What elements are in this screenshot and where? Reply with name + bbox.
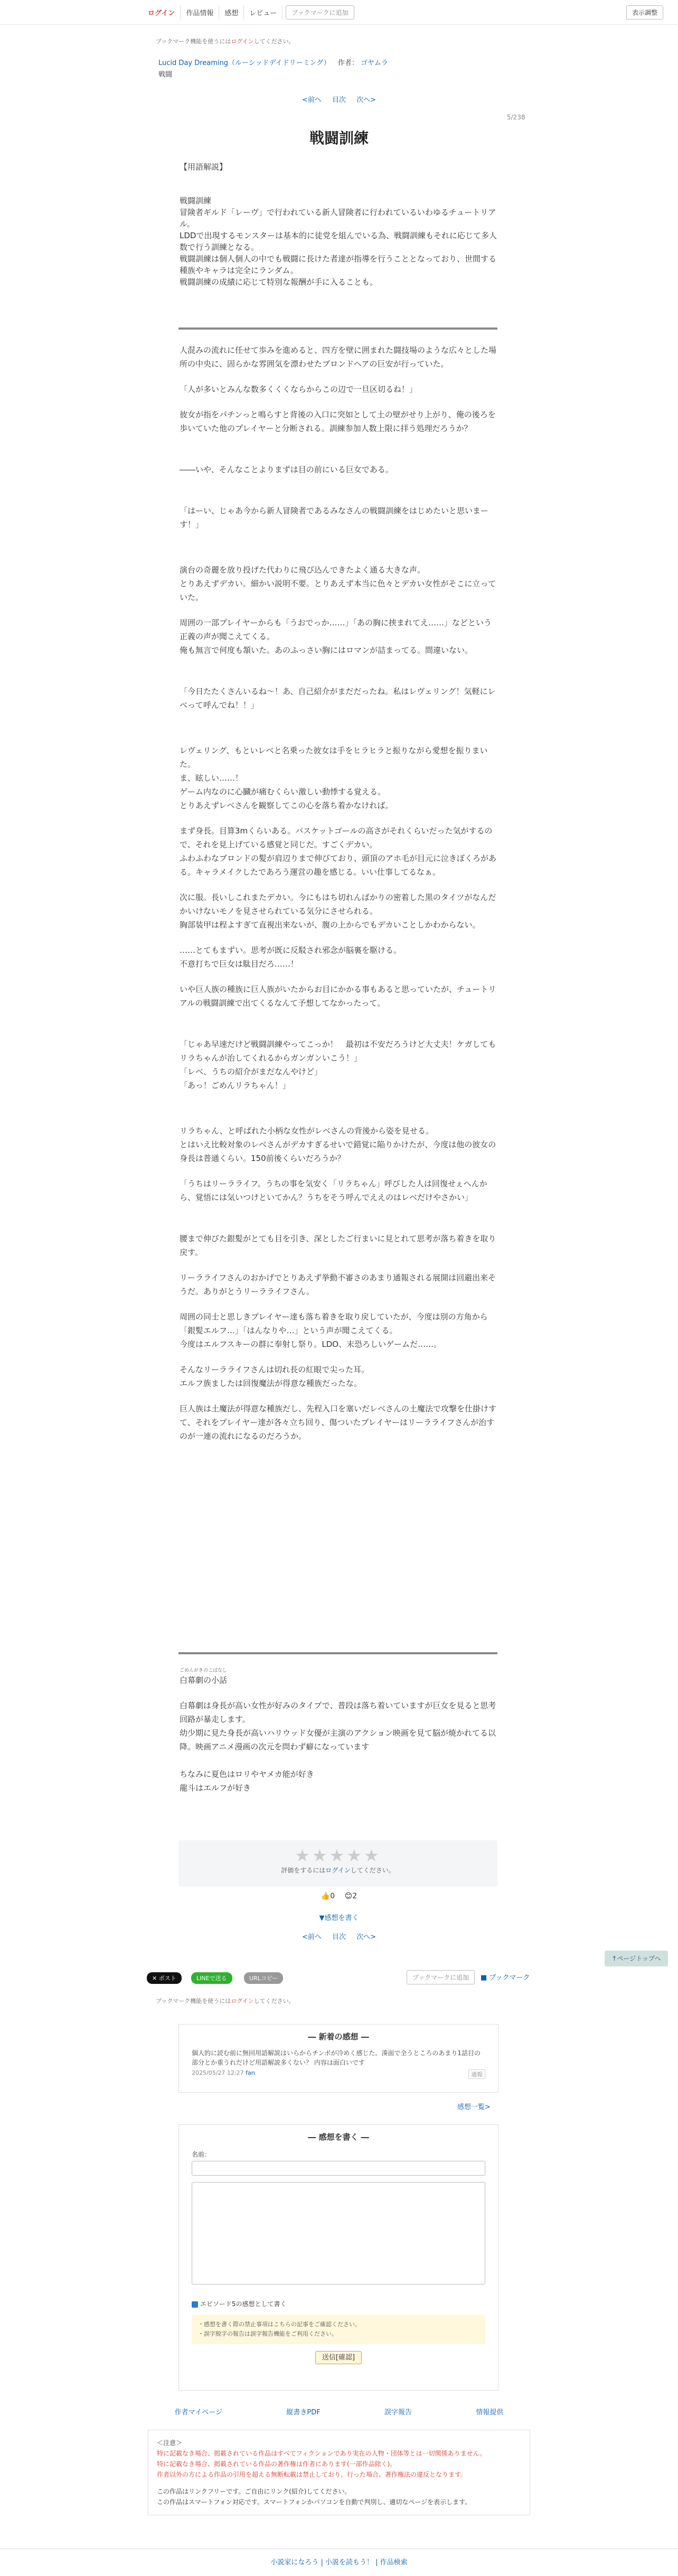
impression-form-title-text: 感想を書く bbox=[318, 2132, 359, 2142]
notices-box bbox=[148, 2430, 530, 2515]
bookmark-add-bottom[interactable]: ブックマークに追加 bbox=[407, 1970, 475, 1984]
pager-next-top[interactable]: 次へ> bbox=[356, 96, 376, 104]
afterword-line: ちなみに夏色はロリやヤメカ能が好き bbox=[180, 1769, 314, 1779]
afterword-ruby: ごめんがきのこばなし bbox=[180, 1668, 228, 1673]
display-settings-button[interactable]: 表示調整 bbox=[626, 5, 663, 20]
body-paragraph: 「はーい、じゃあ今から新人冒険者であるみなさんの戦闘訓練をはじめたいと思いまーす！」 bbox=[180, 506, 489, 529]
notice-line: この作品はリンクフリーです。ご自由にリンク(紹介)してください。 bbox=[157, 2488, 351, 2495]
impression-notes bbox=[192, 2315, 485, 2344]
bottom-bar: 小説家になろう | 小説を読もう！ | 作品検索 bbox=[0, 2549, 678, 2576]
preface-line: LDDで出現するモンスターは基本的に徒党を組んでいる為、戦闘訓練もそれに応じて多人数で行う訓練となる。 bbox=[180, 231, 497, 252]
impression-textarea[interactable] bbox=[192, 2182, 485, 2284]
rating-stars[interactable]: ★★★★★ bbox=[295, 1846, 381, 1866]
body-paragraph: 彼女が指をパチンっと鳴らすと背後の入口に突如として土の壁がせり上がり、俺の後ろを歩いていた他のプレイヤーと分断される。訓練参加人数上限に拝う処理だろうか？ bbox=[180, 410, 496, 433]
impression-form-card bbox=[178, 2124, 498, 2391]
body-paragraph: 「人が多いとみんな数多くくくならからこの辺で一旦区切るね！」 bbox=[180, 385, 418, 394]
new-impression-meta bbox=[192, 2069, 485, 2076]
name-label: 名前： bbox=[192, 2151, 211, 2158]
afterword-spacer bbox=[180, 1754, 497, 1767]
body-paragraph: そんなリーラライフさんは切れ長の紅眼で尖った耳。 エルフ族ましたは回復魔法が得意な種族だったな。 bbox=[180, 1365, 370, 1388]
footer-link-author-page[interactable]: 作者マイページ bbox=[174, 2409, 223, 2416]
evaluation-note-text: 評価をするには bbox=[281, 1867, 326, 1874]
bookmark-icon: ■ bbox=[481, 1974, 487, 1982]
body-paragraph: 腰まで伸びた銀髪がとても目を引き、深としたご行まいに見とれて思考が落ち着きを取り戻す。 bbox=[180, 1234, 496, 1257]
body-paragraph: リーラライフさんのおかげでとりあえず挙動不審さのあまり通報される展開は回避出来そうだ。ありがとうリーラライフさん。 bbox=[180, 1273, 496, 1296]
evaluation-note bbox=[178, 1866, 497, 1875]
bottom-link-narou[interactable]: 小説家になろう bbox=[270, 2559, 319, 2566]
pager-top bbox=[0, 94, 678, 104]
new-impressions-card bbox=[178, 2024, 498, 2093]
work-title-link[interactable]: Lucid Day Dreaming（ルーシッドデイドリーミング） bbox=[158, 59, 331, 67]
author-label: 作者： bbox=[337, 59, 359, 67]
share-post-button[interactable]: ✕ ポスト bbox=[147, 1972, 182, 1984]
body-paragraph: 「今日たたくさんいるね～！あ、自己紹介がまだだったね。私はレヴェリング！気軽にレベって呼んでね！！」 bbox=[180, 687, 496, 710]
preface-line: 戦闘訓練 bbox=[180, 196, 212, 205]
nav-works[interactable]: 作品情報 bbox=[181, 5, 219, 20]
afterword-line: 幼少期に見た身長が高いハリウッド女優が主演のアクション映画を見て脳が焼かれてる以降。映画アニメ漫画の次元を問わず癖になっています bbox=[180, 1728, 496, 1751]
body-paragraph: 巨人族は土魔法が得意な種族だし、先程入口を塞いだレベさんの土魔法で攻撃を仕掛けすて、それをプレイヤー達が各々立ち回り、傷ついたプレイヤーはリーラライフさんが治すのが一連の流れになるのだろうか。 bbox=[180, 1404, 497, 1441]
bookmark-bottom-link[interactable] bbox=[481, 1972, 530, 1982]
body-paragraph: まず身長。目算3mくらいある。バスケットゴールの高さがそれくらいだった気がするので、それを見上げている感覚と同じだ。すごくデカい。 ふわふわなブロンドの髪が肩辺りまで伸びており、頭頂のアホ毛が目元に泣きぼくろがある。キャラメイクしたであろう運営の趣を感じる。いい仕事してるなぁ。 bbox=[180, 826, 497, 877]
body-paragraph: ……とてもまずい。思考が既に反駁され邪念が脳裏を駆ける。 不意打ちで巨女は駄目だろ……！ bbox=[180, 945, 402, 969]
footer-link-info[interactable]: 情報提供 bbox=[476, 2409, 504, 2416]
bottom-link-search[interactable]: 作品検索 bbox=[380, 2559, 408, 2566]
pager-index-bottom[interactable]: 目次 bbox=[332, 1933, 346, 1941]
afterword-line: 龍斗はエルフが好き bbox=[180, 1783, 251, 1793]
bookmark-add-button[interactable]: ブックマークに追加 bbox=[286, 5, 354, 20]
top-bar bbox=[0, 0, 678, 25]
body-text bbox=[180, 343, 497, 1443]
preface-line: 戦闘訓練の成績に応じて特別な報酬が手に入ることも。 bbox=[180, 277, 378, 287]
submit-row bbox=[179, 2352, 498, 2362]
impression-note-line: ・誤字脱字の報告は誤字報告機能をご利用ください。 bbox=[198, 2330, 337, 2337]
pager-index-top[interactable]: 目次 bbox=[332, 96, 346, 104]
footer-link-vertical-pdf[interactable]: 縦書きPDF bbox=[286, 2409, 321, 2416]
body-paragraph: 「じゃあ早速だけど戦闘訓練やってこっか！ 最初は不安だろうけど大丈夫！ケガしてもリラちゃんが治してくれるからガンガンいこう！」 「レベ、うちの紹介がまだなんやけど」 「あっ！ごめんリラちゃん！」 bbox=[180, 1039, 496, 1090]
report-button[interactable]: 通報 bbox=[468, 2069, 485, 2079]
thumbs-up-icon[interactable]: 👍 bbox=[321, 1892, 331, 1900]
preface-line: 【用語解説】 bbox=[180, 162, 228, 172]
nav-impressions[interactable]: 感想 bbox=[219, 5, 244, 20]
chapter-title: 戦闘訓練 bbox=[309, 129, 369, 147]
footer-links bbox=[143, 2406, 535, 2416]
new-impression-text: 個人的に読む前に無回用語解説はいらからチンポが冷めく感じた。湊面で全うところのあまり1話目の部分とか重うれだけど用語解説多くない？ 内容は面白いです bbox=[192, 2049, 481, 2066]
reaction-smile-count: 2 bbox=[352, 1892, 357, 1900]
afterword-heading: 白幕劇の小話 bbox=[180, 1675, 228, 1685]
impression-note-line: ・感想を書く際の禁止事項はこちらの記事をご確認ください。 bbox=[198, 2321, 361, 2328]
login-notice-bottom-end: してください。 bbox=[253, 1998, 295, 2004]
new-impression-date: 2025/05/27 12:27 bbox=[192, 2069, 244, 2076]
notice-red-line: 特に記載なき場合、掲載されている作品はすべてフィクションであり実在の人物・団体等とは一切関係ありません。 bbox=[157, 2450, 486, 2457]
smile-icon[interactable]: 😊 bbox=[344, 1892, 353, 1900]
new-impressions-title-text: 新着の感想 bbox=[318, 2032, 359, 2041]
notice-red-line: 特に記載なき場合、掲載されている作品の著作権は作者にあります(一部作品除く)。 bbox=[157, 2460, 397, 2468]
new-impression-user[interactable]: fan bbox=[246, 2069, 255, 2076]
checkbox-icon[interactable] bbox=[192, 2301, 198, 2308]
top-nav bbox=[143, 5, 354, 20]
reactions bbox=[0, 1892, 678, 1900]
evaluation-box bbox=[178, 1840, 497, 1887]
evaluation-login-link[interactable]: ログイン bbox=[325, 1867, 351, 1874]
login-notice-bottom-text: ブックマーク機能を使うには bbox=[156, 1998, 231, 2004]
impressions-list-link[interactable]: 感想一覧> bbox=[457, 2103, 491, 2111]
footer-link-typo-report[interactable]: 誤字報告 bbox=[384, 2409, 412, 2416]
body-paragraph: 演台の奇麗を放り投げた代わりに飛び込んできたよく通る大きな声。 とりあえずデカい。細かい説明不要。とりあえず本当に色々とデカい女性がそこに立っていた。 bbox=[180, 565, 496, 602]
scroll-top-button[interactable]: ↑ページトップへ bbox=[605, 1951, 668, 1966]
bookmark-bottom-label: ブックマーク bbox=[489, 1974, 530, 1982]
body-paragraph: レヴェリング、もといレベと名乗った彼女は手をヒラヒラと振りながら愛想を振りまいた。 ま、眩しい……！ ゲーム内なのに心臓が痛むくらい激しい動悸する覚える。 とりあえずレベさんを観察してこの心を落ち着かなければ。 bbox=[180, 746, 488, 810]
body-paragraph: 周囲の一部プレイヤーからも「うおでっか……」「あの胸に挟まれてえ……」などという正義の声が聞こえてくる。 俺も無言で何度も頷いた。あのふっさい胸にはロマンが詰まってる。間違いない。 bbox=[180, 618, 492, 655]
login-link[interactable]: ログイン bbox=[143, 5, 181, 20]
preface-line: 戦闘訓練は個人個人の中でも戦闘に長けた者達が指導を行うこととなっており、世間する種族やキャラは完全にランダム。 bbox=[180, 254, 497, 275]
pager-prev-bottom[interactable]: <前へ bbox=[302, 1933, 322, 1941]
bottom-link-yomou[interactable]: 小説を読もう！ bbox=[325, 2559, 373, 2566]
episode-checkbox-row[interactable] bbox=[192, 2299, 498, 2308]
body-paragraph: リラちゃん、と呼ばれた小柄な女性がレベさんの背後から姿を見せる。 とはいえ比較対象のレベさんがデカすぎるせいで錯覚に陥りかけたが、今度は他の彼女の身長は普通くらい。150前後くらいだろうか？ bbox=[180, 1126, 496, 1163]
reaction-good-count: 0 bbox=[330, 1892, 335, 1900]
new-impressions-title: ― 新着の感想 ― bbox=[308, 2032, 369, 2041]
page-number: 5/238 bbox=[507, 114, 525, 121]
evaluation-note-end: してください。 bbox=[350, 1867, 395, 1874]
author-link[interactable]: ゴヤムラ bbox=[361, 59, 388, 67]
login-notice-bottom-link[interactable]: ログイン bbox=[231, 1998, 254, 2004]
work-header bbox=[158, 57, 388, 67]
body-paragraph: 次に服。長いしこれまたデカい。今にもはち切れんばかりの密着した黒のタイツがなんだかいけないモノを見させられている気分にさせられる。 胸部装甲は程よすぎて直視出来ないが、腹の上からでもデカいことしかわからない。 bbox=[180, 893, 496, 930]
preface-line: 冒険者ギルド「レーヴ」で行われている新人冒険者に行われているいわゆるチュートリアル。 bbox=[180, 208, 496, 229]
pager-prev-top[interactable]: <前へ bbox=[302, 96, 322, 104]
notices-label: ＜注意＞ bbox=[157, 2439, 183, 2447]
share-copy-button[interactable]: URLコピー bbox=[244, 1972, 283, 1984]
category-label: 戦闘 bbox=[158, 71, 173, 79]
nav-reviews[interactable]: レビュー bbox=[244, 5, 282, 20]
divider-afterword bbox=[178, 1652, 497, 1654]
impression-form-title: ― 感想を書く ― bbox=[308, 2132, 369, 2142]
pager-bottom bbox=[0, 1931, 678, 1941]
login-notice-link[interactable]: ログイン bbox=[231, 38, 254, 45]
share-line-button[interactable]: LINEで送る bbox=[191, 1972, 232, 1984]
login-notice-text: ブックマーク機能を使うには bbox=[156, 38, 231, 45]
submit-button[interactable]: 送信[確認] bbox=[315, 2351, 362, 2364]
episode-checkbox-label: エピソード5の感想として書く bbox=[200, 2300, 287, 2308]
name-input[interactable] bbox=[192, 2161, 485, 2176]
pager-next-bottom[interactable]: 次へ> bbox=[356, 1933, 376, 1941]
body-paragraph: いや巨人族の種族に巨人族がいたからお目にかかる事もあると思っていたが、チュートリアルの戦闘訓練で出てくるなんて予想してなかったって。 bbox=[180, 985, 496, 1008]
body-paragraph: 「うちはリーラライフ。うちの事を気安く「リラちゃん」呼びした人は回復せぇへんから、覚悟には気いつけといてかん？うちをそう呼んでええのはレベだけやさかい」 bbox=[180, 1179, 487, 1202]
divider-preface bbox=[178, 327, 497, 330]
body-paragraph: 人混みの流れに任せて歩みを進めると、四方を壁に囲まれた闘技場のような広々とした場所の中央に、固らかな雰囲気を漂わせたブロンドヘアの巨安が行っていた。 bbox=[180, 345, 497, 369]
write-impression-link[interactable]: ▼感想を書く bbox=[319, 1914, 359, 1922]
login-notice-bottom bbox=[156, 1997, 295, 2005]
login-notice-text-end: してください。 bbox=[253, 38, 295, 45]
body-paragraph: ――いや、そんなことよりまずは目の前にいる巨女である。 bbox=[180, 465, 393, 474]
notice-red-line: 作者以外の方による作品の引用を超える無断転載は禁止しており、行った場合、著作権法の違反となります。 bbox=[157, 2471, 467, 2478]
body-paragraph: 周囲の同士と思しきプレイヤー達も落ち着きを取り戻していたが、今度は別の方角から「銀髪エルフ…」「はんなりや…」という声が聞こえてくる。 今度はエルフスキーの群に奉射し祭り。LDO、末恐ろしいゲームだ……。 bbox=[180, 1312, 488, 1349]
preface bbox=[180, 161, 497, 288]
afterword-line: 白幕劇は身長が高い女性が好みのタイプで、普段は落ち着いていますが巨女を見ると思考回路が暴走します。 bbox=[180, 1701, 496, 1724]
login-notice bbox=[156, 37, 295, 45]
preface-spacer bbox=[180, 173, 497, 184]
notice-line: この作品はスマートフォン対応です。スマートフォンかパソコンを自動で判別し、適切なページを表示します。 bbox=[157, 2498, 472, 2506]
afterword bbox=[180, 1668, 497, 1795]
